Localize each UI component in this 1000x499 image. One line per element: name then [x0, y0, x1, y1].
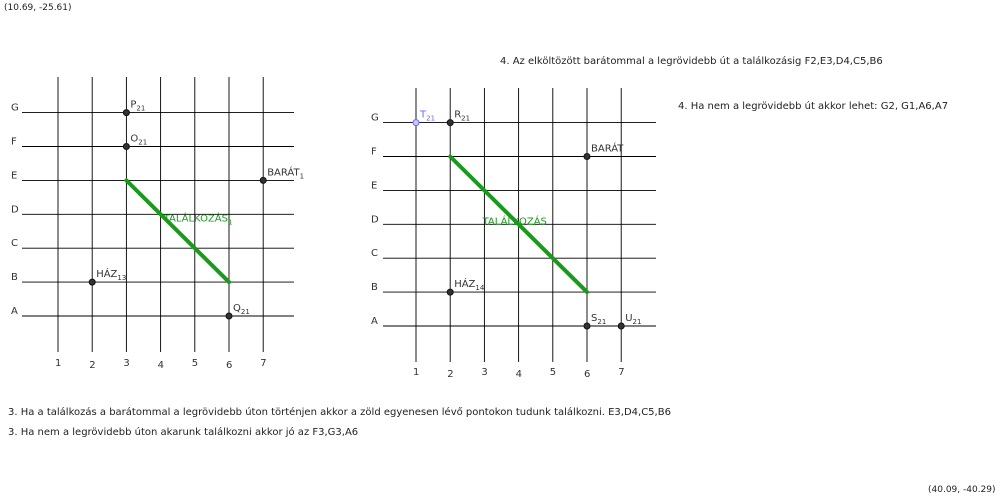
grid-2-point-t21	[413, 120, 419, 126]
note-3-alternative-path: 3. Ha nem a legrövidebb úton akarunk találkozni akkor jó az F3,G3,A6	[8, 427, 359, 438]
grid-2-point-r21-label: $R_{21}$	[454, 109, 471, 123]
grid-2-row-label-d: D	[371, 214, 379, 226]
note-4-alternative-path: 4. Ha nem a legrövidebb út akkor lehet: G2, G1,A6,A7	[678, 101, 949, 112]
grid-1-point-hz13-label: $HÁZ_{13}$	[96, 269, 127, 283]
grid-2-col-label-3: 3	[481, 367, 488, 378]
grid-1-col-label-1: 1	[55, 358, 62, 369]
grid-2-col-label-4: 4	[515, 369, 522, 380]
grid-1-col-label-5: 5	[191, 358, 199, 369]
grid-1-point-o21-label: $O_{21}$	[130, 133, 148, 147]
grid-1-point-q21-label: $Q_{21}$	[233, 303, 250, 316]
grid-1-point-q21	[226, 313, 232, 319]
grid-1-row-label-e: E	[11, 170, 18, 182]
grid-2-col-label-2: 2	[447, 369, 454, 380]
grid-2-point-bart	[584, 154, 590, 160]
note-3-shortest-path: 3. Ha a találkozás a barátommal a legrövidebb úton történjen akkor a zöld egyenesen lévő pontokon tudunk találkozni. E3,D4,C5,B6	[8, 407, 671, 418]
grid-2-point-s21-label: $S_{21}$	[591, 313, 607, 326]
grid-2-row-label-c: C	[371, 248, 378, 260]
grid-2-point-hz14-label: $HÁZ_{14}$	[454, 279, 485, 293]
grid-2-col-label-1: 1	[413, 367, 420, 378]
grid-1-col-label-2: 2	[89, 360, 96, 371]
grid-2-row-label-a: A	[371, 316, 378, 327]
grid-2-point-bart-label: BARÁT	[591, 143, 624, 155]
grid-1-row-label-b: B	[11, 272, 18, 284]
grid-1-point-bart1-label: $BARÁT_1$	[267, 167, 305, 181]
grid-1-meeting-label: $TALÁLKOZÁS_1$	[163, 213, 233, 227]
grid-1-point-p21-label: $P_{21}$	[130, 99, 146, 113]
grid-2-row-label-b: B	[371, 282, 378, 294]
note-4-shortest-path: 4. Az elköltözött barátommal a legrövidebb út a találkozásig F2,E3,D4,C5,B6	[500, 56, 883, 67]
coords-top-left: (10.69, -25.61)	[4, 3, 72, 13]
coords-bottom-right: (40.09, -40.29)	[928, 485, 996, 495]
grid-2-meeting-label: TALÁLKOZÁS	[482, 216, 547, 228]
grid-1-point-hz13	[89, 279, 95, 285]
grid-1-col-label-7: 7	[260, 358, 267, 369]
grid-2-row-label-f: F	[371, 146, 377, 158]
grid-2-point-t21-label: $T_{21}$	[420, 109, 436, 123]
grid-2-row-label-e: E	[371, 180, 378, 192]
grid-2-point-r21	[447, 120, 453, 126]
grid-1-row-label-d: D	[11, 204, 19, 216]
grid-2-row-label-g: G	[371, 112, 379, 124]
grid-1-point-bart1	[260, 177, 266, 183]
grid-1-point-o21	[123, 144, 129, 150]
grid-2-point-u21	[618, 323, 624, 329]
grid-1-row-label-c: C	[11, 238, 18, 250]
grid-2-point-hz14	[447, 289, 453, 295]
grid-1-row-label-g: G	[11, 102, 19, 114]
grid-1-col-label-4: 4	[157, 360, 164, 371]
grid-2-point-u21-label: $U_{21}$	[625, 313, 642, 326]
grid-1-row-label-a: A	[11, 306, 18, 317]
grid-2-col-label-7: 7	[618, 367, 625, 378]
grid-2-col-label-5: 5	[549, 367, 557, 378]
grid-2-point-s21	[584, 323, 590, 329]
grid-1-col-label-6: 6	[226, 360, 233, 371]
grid-2-col-label-6: 6	[584, 369, 591, 380]
grid-1-col-label-3: 3	[123, 358, 130, 369]
grid-1-row-label-f: F	[11, 136, 17, 148]
grid-1-point-p21	[123, 110, 129, 116]
grid-1-meeting-path	[126, 180, 229, 282]
